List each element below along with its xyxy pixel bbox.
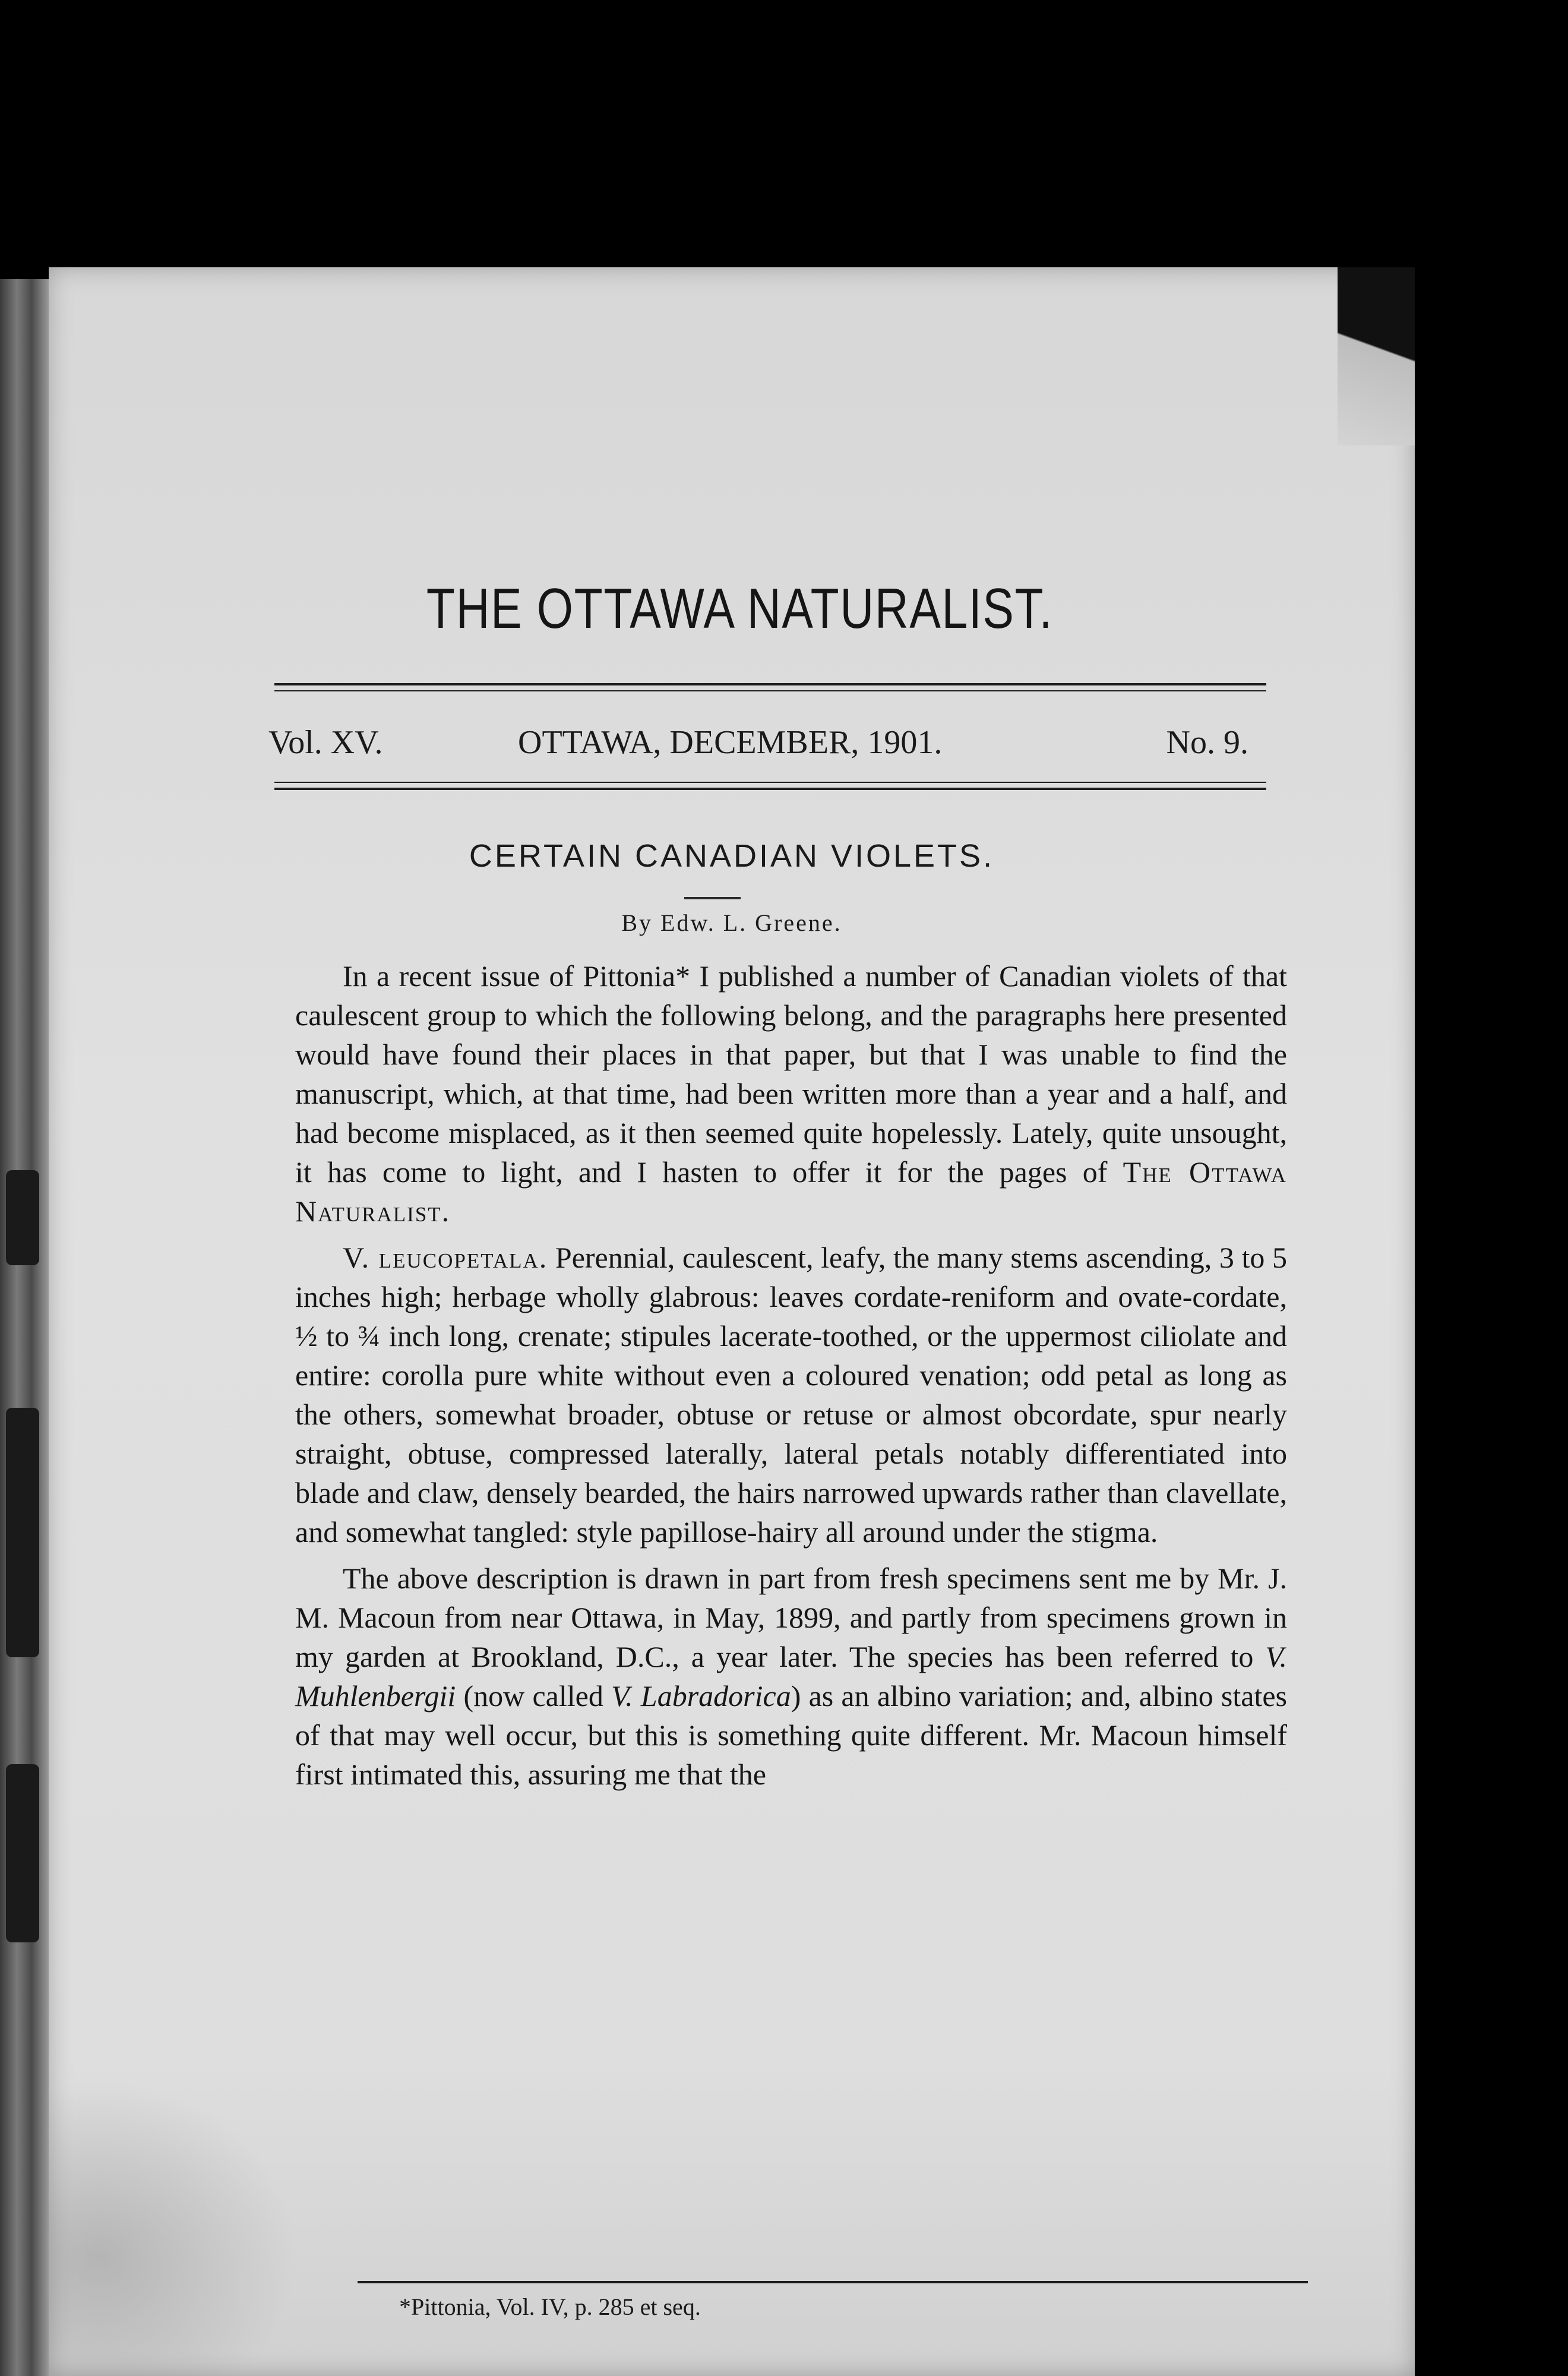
- masthead-rule: [274, 683, 1266, 685]
- journal-page: [49, 267, 1415, 2376]
- issue-number: No. 9.: [1166, 724, 1248, 761]
- footnote: *Pittonia, Vol. IV, p. 285 et seq.: [399, 2293, 701, 2320]
- journal-masthead: THE OTTAWA NATURALIST.: [426, 577, 1054, 640]
- journal-name: The Ottawa Naturalist: [295, 1155, 1287, 1228]
- title-divider: [684, 897, 741, 899]
- species-labradorica: V. Labradorica: [611, 1679, 791, 1713]
- paragraph-intro: In a recent issue of Pittonia* I published a number of Canadian violets of that caulescent group to which the following belong, and the paragraphs here presented would have found their places in that paper, but that I was unable to find the manuscript, which, at that time, had been written more than a year and a half, and had become misplaced, as it then seemed quite hopelessly. Lately, quite unsought, it has come to light, and I hasten to offer it for the pages of The Ottawa Naturalist.: [295, 959, 1287, 1228]
- binding-mark: [6, 1170, 39, 1265]
- masthead-rule-thin: [274, 690, 1266, 691]
- issue-date: OTTAWA, DECEMBER, 1901.: [518, 724, 943, 761]
- binding-mark: [6, 1408, 39, 1657]
- article-body: [295, 956, 1287, 1801]
- footnote-rule: [358, 2281, 1308, 2283]
- page-smudge: [49, 2079, 298, 2376]
- binding-mark: [6, 1764, 39, 1942]
- paragraph-discussion: The above description is drawn in part from fresh specimens sent me by Mr. J. M. Macoun from near Ottawa, in May, 1899, and partly from specimens grown in my garden at Brookland, D.C., a year later. The species has been referred to V. Muhlenbergii (now called V. Labradorica) as an albino variation; and, albino states of that may well occur, but this is something quite different. Mr. Macoun himself first intimated this, assuring me that the: [295, 1562, 1288, 1791]
- species-muhlenbergii: V. Muhlenbergii: [295, 1640, 1287, 1713]
- article-title: CERTAIN CANADIAN VIOLETS.: [469, 838, 995, 874]
- article-byline: By Edw. L. Greene.: [621, 909, 842, 936]
- issue-rule: [274, 788, 1266, 790]
- issue-rule-thin: [274, 782, 1266, 783]
- paragraph-species-description: V. leucopetala. Perennial, caulescent, leafy, the many stems ascending, 3 to 5 inches high; herbage wholly glabrous: leaves cordate-reniform and ovate-cordate, ½ to ¾ inch long, crenate; stipules lacerate-toothed, or the uppermost ciliolate and entire: corolla pure white without even a coloured venation; odd petal as long as the others, somewhat broader, obtuse or retuse or almost obcordate, spur nearly straight, obtuse, compressed laterally, lateral petals notably differentiated into blade and claw, densely bearded, the hairs narrowed upwards rather than clavellate, and somewhat tangled: style papillose-hairy all around under the stigma.: [295, 1241, 1287, 1549]
- volume-label: Vol. XV.: [268, 724, 383, 761]
- species-name: V. leucopetala.: [343, 1241, 548, 1274]
- page-corner: [1338, 267, 1415, 446]
- book-binding: [0, 279, 49, 2376]
